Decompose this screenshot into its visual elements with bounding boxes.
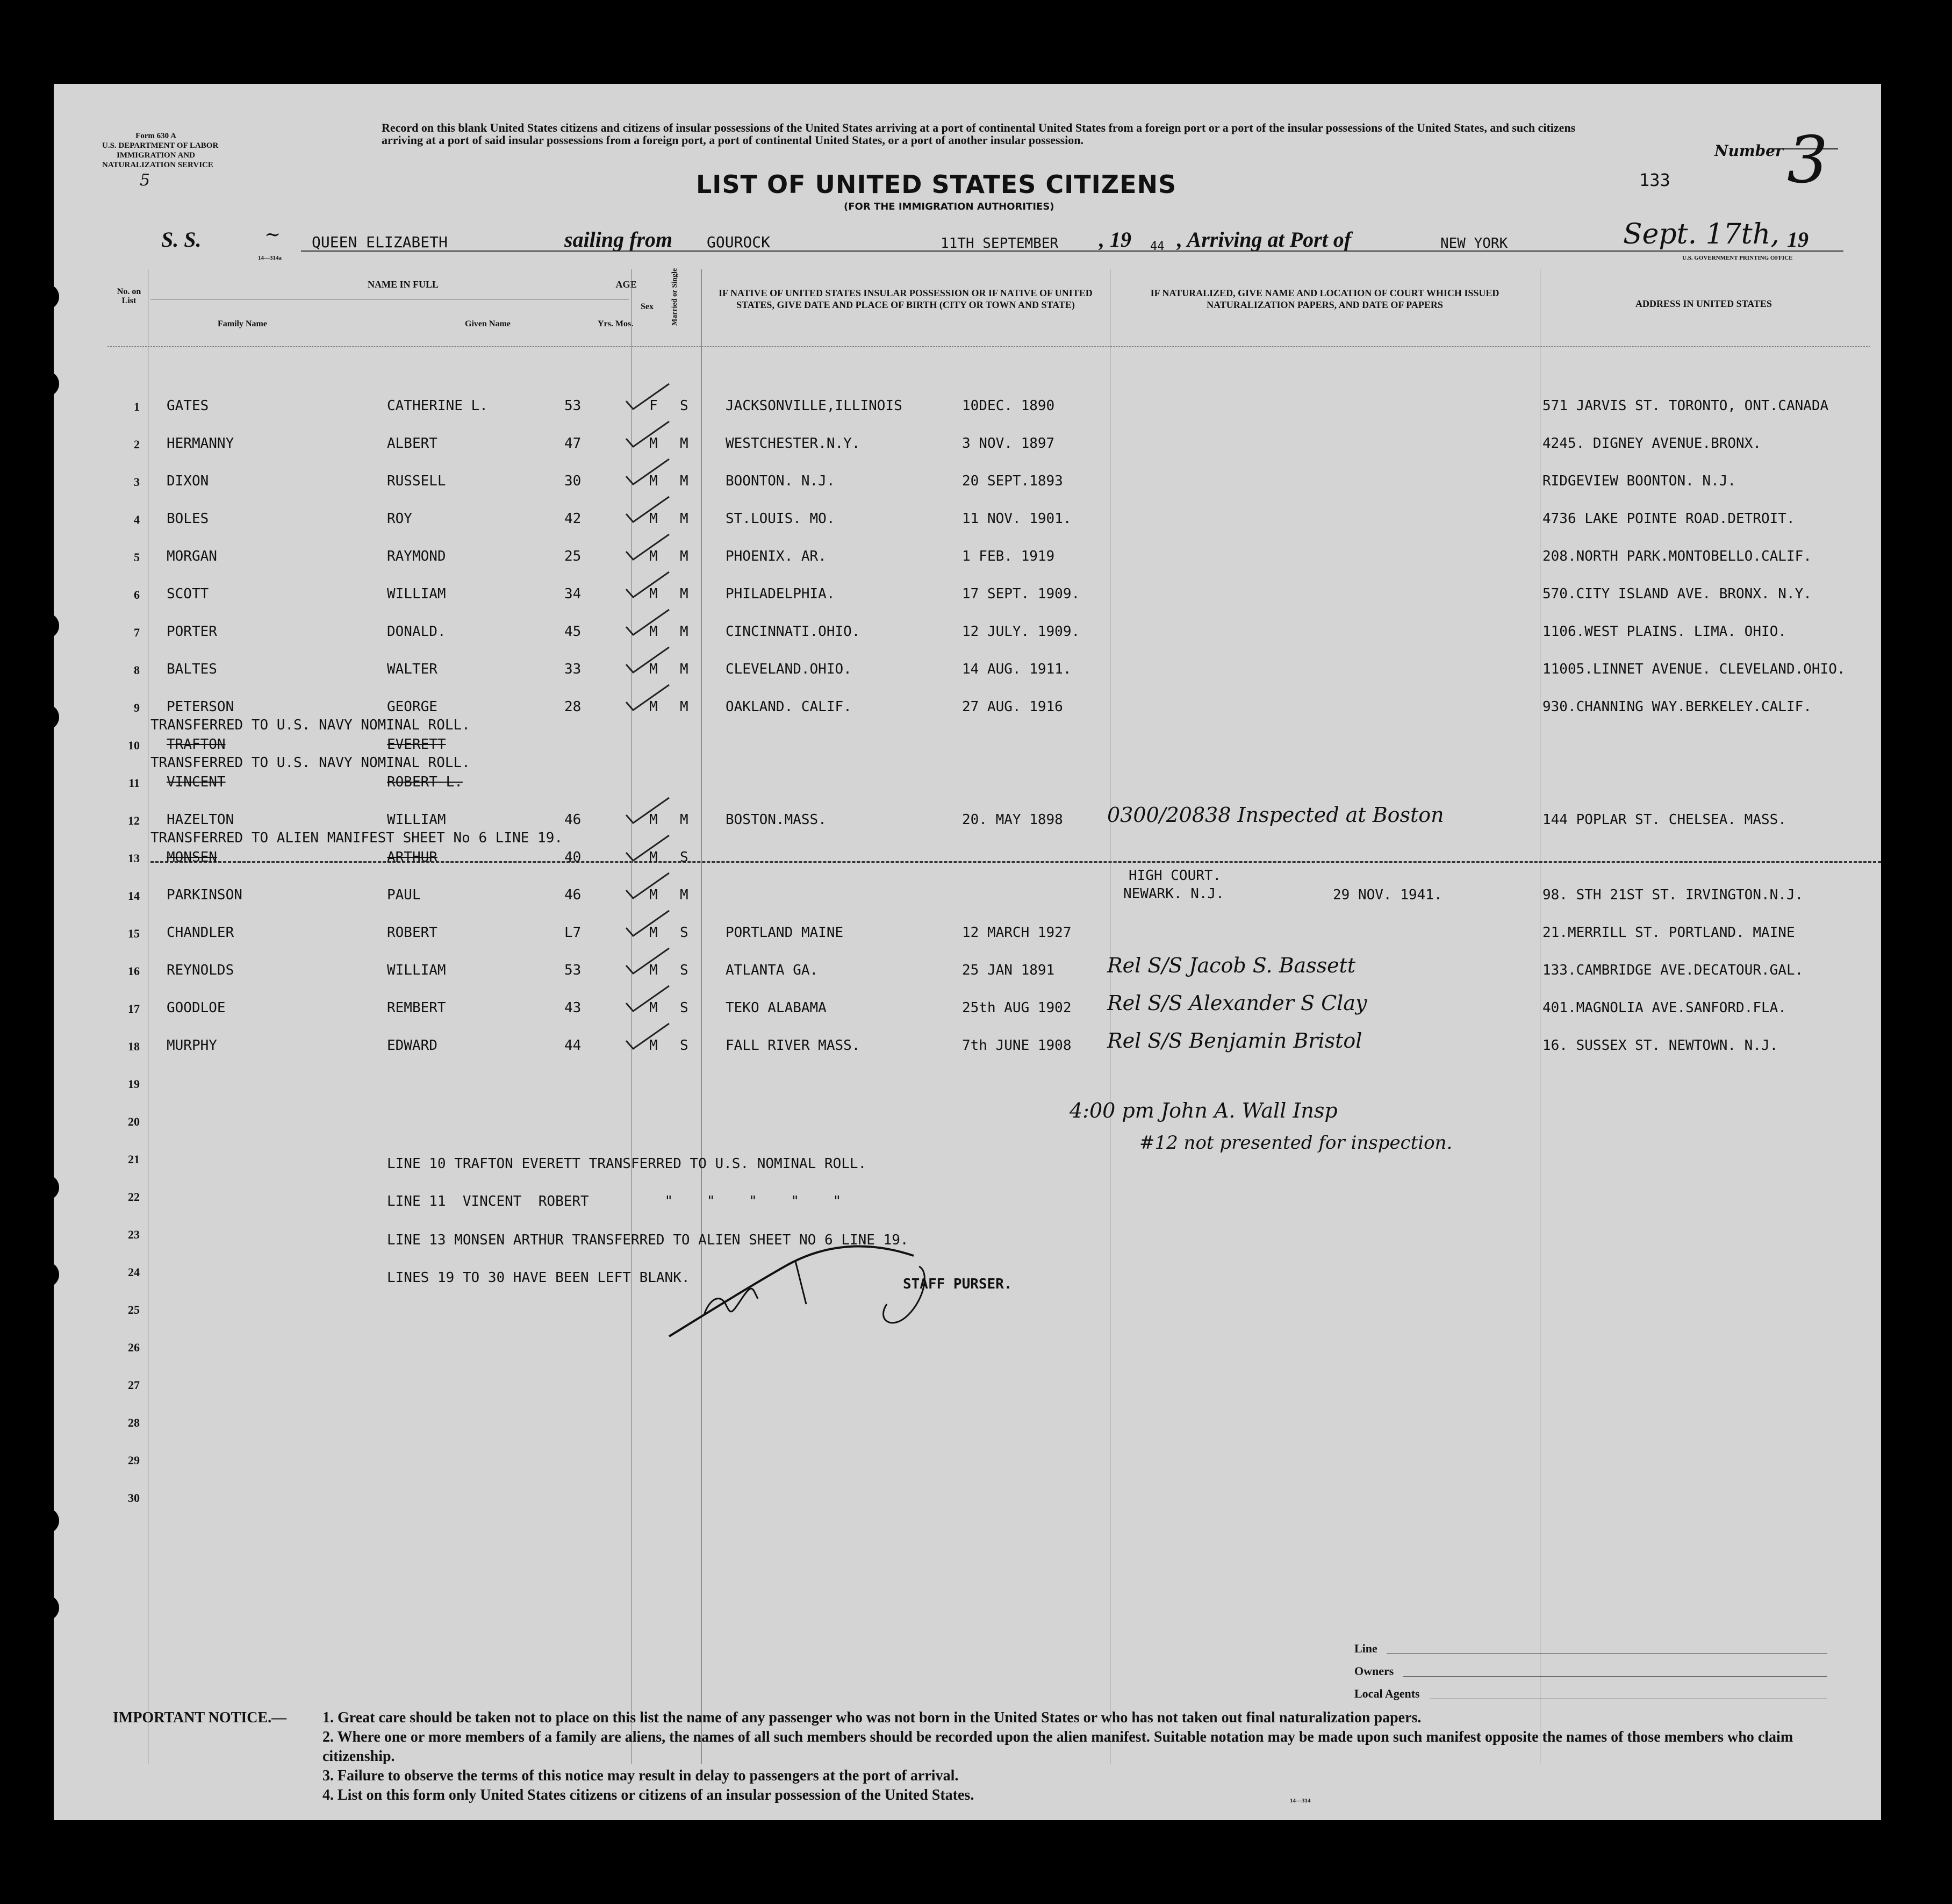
punch-hole (33, 371, 59, 397)
birth-place: PHOENIX. AR. (726, 548, 827, 564)
line-label: Line (1354, 1642, 1377, 1655)
col-yrs-mos: Yrs. Mos. (598, 319, 634, 328)
birth-date: 20. MAY 1898 (962, 812, 1063, 828)
family-name: PETERSON (167, 699, 234, 715)
married-single: M (680, 812, 688, 828)
row-number: 8 (134, 663, 140, 677)
owners-field (1403, 1676, 1827, 1677)
family-name: CHANDLER (167, 925, 234, 941)
punch-hole (33, 1262, 59, 1287)
col-birth: IF NATIVE OF UNITED STATES INSULAR POSSESSION OR IF NATIVE OF UNITED STATES, GIVE DATE AND PLACE OF BIRTH (CITY OR TOWN AND STATE) (719, 288, 1093, 310)
address: 16. SUSSEX ST. NEWTOWN. N.J. (1542, 1037, 1778, 1054)
age: 46 (564, 812, 582, 828)
court-date: 29 NOV. 1941. (1333, 887, 1443, 903)
voyage-underline (301, 250, 1843, 252)
given-name: EDWARD (387, 1037, 437, 1054)
row-number: 2 (134, 438, 140, 451)
handwritten-note: Rel S/S Jacob S. Bassett (1107, 954, 1356, 977)
port-from: GOUROCK (707, 233, 771, 251)
age: 43 (564, 1000, 582, 1016)
row-number-empty: 19 (128, 1077, 140, 1091)
notice-item-3: 3. Failure to observe the terms of this notice may result in delay to passengers at the port of arrival. (322, 1767, 959, 1784)
punch-hole (33, 284, 59, 310)
row-number-empty: 21 (128, 1153, 140, 1166)
given-name: WILLIAM (387, 586, 446, 602)
address: 401.MAGNOLIA AVE.SANFORD.FLA. (1542, 1000, 1786, 1016)
col-naturalized: IF NATURALIZED, GIVE NAME AND LOCATION OF COURT WHICH ISSUED NATURALIZATION PAPERS, AND DATE OF PAPERS (1150, 288, 1499, 310)
address: 4736 LAKE POINTE ROAD.DETROIT. (1542, 511, 1795, 527)
printing-office: U.S. GOVERNMENT PRINTING OFFICE (1682, 255, 1793, 261)
family-name: BALTES (167, 661, 217, 677)
row-number: 16 (128, 964, 140, 978)
page-subtitle: (FOR THE IMMIGRATION AUTHORITIES) (844, 201, 1054, 212)
birth-place: JACKSONVILLE,ILLINOIS (726, 398, 902, 414)
sailing-label: sailing from (564, 227, 673, 252)
row-number-empty: 28 (128, 1416, 140, 1429)
check-mark (623, 944, 672, 976)
check-mark (623, 906, 672, 939)
punch-hole (33, 1508, 59, 1534)
age: 34 (564, 586, 582, 602)
row-number: 4 (134, 513, 140, 526)
sex: M (649, 962, 658, 978)
form-service-2: NATURALIZATION SERVICE (102, 161, 213, 169)
address: 4245. DIGNEY AVENUE.BRONX. (1542, 435, 1761, 452)
row-number-empty: 24 (128, 1265, 140, 1279)
remark-lines-blank: LINES 19 TO 30 HAVE BEEN LEFT BLANK. (387, 1270, 690, 1286)
birth-date: 27 AUG. 1916 (962, 699, 1063, 715)
row-number: 3 (134, 475, 140, 489)
form-id-hand: 5 (140, 171, 150, 190)
given-name: ROBERT (387, 925, 437, 941)
owners-label: Owners (1354, 1664, 1394, 1678)
married-single: S (680, 1037, 688, 1054)
punch-hole (33, 1175, 59, 1200)
address: 21.MERRILL ST. PORTLAND. MAINE (1542, 925, 1795, 941)
sex: M (649, 699, 658, 715)
birth-date: 3 NOV. 1897 (962, 435, 1055, 452)
family-name: PORTER (167, 624, 217, 640)
check-mark (623, 417, 672, 449)
col-address: ADDRESS IN UNITED STATES (1635, 298, 1772, 309)
staff-purser: STAFF PURSER. (903, 1276, 1013, 1292)
married-single: M (680, 435, 688, 452)
col-family-name: Family Name (218, 319, 267, 328)
age: 44 (564, 1037, 582, 1054)
notice-code: 14—314 (1290, 1798, 1311, 1804)
married-single: M (680, 473, 688, 489)
number-small: 133 (1639, 170, 1670, 190)
sex: M (649, 511, 658, 527)
birth-place: PORTLAND MAINE (726, 925, 844, 941)
given-name: WILLIAM (387, 962, 446, 978)
age: 33 (564, 661, 582, 677)
port-to: NEW YORK (1440, 235, 1508, 252)
given-name: GEORGE (387, 699, 437, 715)
birth-date: 10DEC. 1890 (962, 398, 1055, 414)
address: 208.NORTH PARK.MONTOBELLO.CALIF. (1542, 548, 1812, 564)
family-name: GOODLOE (167, 1000, 226, 1016)
married-single: S (680, 925, 688, 941)
header-bottom-rule (107, 346, 1870, 347)
birth-place: ATLANTA GA. (726, 962, 819, 978)
given-name: PAUL (387, 887, 421, 903)
arriving-label: , Arriving at Port of (1177, 227, 1352, 252)
court-location: NEWARK. N.J. (1123, 886, 1224, 902)
check-mark (623, 530, 672, 562)
birth-place: TEKO ALABAMA (726, 1000, 827, 1016)
birth-date: 25th AUG 1902 (962, 1000, 1072, 1016)
form-code: 14—314a (258, 255, 282, 261)
row-number: 6 (134, 588, 140, 602)
col-sex: Sex (641, 302, 654, 311)
row-number: 14 (128, 889, 140, 903)
family-name: PARKINSON (167, 887, 242, 903)
birth-place: BOONTON. N.J. (726, 473, 835, 489)
row-number: 7 (134, 626, 140, 639)
family-name: MURPHY (167, 1037, 217, 1054)
family-name: TRAFTON (167, 736, 226, 753)
check-mark (623, 982, 672, 1014)
family-name: BOLES (167, 511, 209, 527)
sex: M (649, 925, 658, 941)
birth-date: 11 NOV. 1901. (962, 511, 1072, 527)
birth-date: 17 SEPT. 1909. (962, 586, 1080, 602)
transfer-note: TRANSFERRED TO U.S. NAVY NOMINAL ROLL. (150, 755, 470, 771)
not-presented-note: #12 not presented for inspection. (1139, 1132, 1453, 1154)
number-value: 3 (1787, 123, 1828, 198)
check-mark (623, 869, 672, 901)
row-number: 12 (128, 814, 140, 827)
given-name: CATHERINE L. (387, 398, 488, 414)
court-name: HIGH COURT. (1129, 868, 1222, 884)
family-name: DIXON (167, 473, 209, 489)
birth-date: 20 SEPT.1893 (962, 473, 1063, 489)
birth-place: WESTCHESTER.N.Y. (726, 435, 860, 452)
family-name: HAZELTON (167, 812, 234, 828)
family-name: SCOTT (167, 586, 209, 602)
check-mark (623, 455, 672, 487)
birth-place: OAKLAND. CALIF. (726, 699, 852, 715)
sex: M (649, 624, 658, 640)
married-single: M (680, 586, 688, 602)
family-name: VINCENT (167, 774, 226, 790)
address: RIDGEVIEW BOONTON. N.J. (1542, 473, 1736, 489)
birth-place: ST.LOUIS. MO. (726, 511, 835, 527)
married-single: S (680, 962, 688, 978)
sex: M (649, 473, 658, 489)
check-mark (623, 605, 672, 638)
form-number: Form 630 A (135, 132, 176, 140)
given-name: RAYMOND (387, 548, 446, 564)
check-mark (623, 831, 672, 863)
check-mark (623, 492, 672, 525)
notice-heading: IMPORTANT NOTICE.— (113, 1709, 287, 1726)
given-name: WILLIAM (387, 812, 446, 828)
address: 571 JARVIS ST. TORONTO, ONT.CANADA (1542, 398, 1829, 414)
sex: M (649, 586, 658, 602)
check-mark (623, 681, 672, 713)
given-name: EVERETT (387, 736, 446, 753)
row-number-empty: 20 (128, 1115, 140, 1128)
sex: M (649, 812, 658, 828)
address: 98. STH 21ST ST. IRVINGTON.N.J. (1542, 887, 1804, 903)
address: 930.CHANNING WAY.BERKELEY.CALIF. (1542, 699, 1812, 715)
address: 570.CITY ISLAND AVE. BRONX. N.Y. (1542, 586, 1812, 602)
row-number-empty: 27 (128, 1378, 140, 1392)
row-number: 15 (128, 927, 140, 940)
given-name: ROY (387, 511, 412, 527)
row-number-empty: 23 (128, 1228, 140, 1241)
age: 42 (564, 511, 582, 527)
row-number: 13 (128, 851, 140, 865)
address: 11005.LINNET AVENUE. CLEVELAND.OHIO. (1542, 661, 1846, 677)
age: 45 (564, 624, 582, 640)
form-department: U.S. DEPARTMENT OF LABOR (102, 141, 219, 150)
sex: M (649, 548, 658, 564)
birth-place: CLEVELAND.OHIO. (726, 661, 852, 677)
row-number-empty: 22 (128, 1190, 140, 1204)
row-number-empty: 30 (128, 1491, 140, 1505)
address: 133.CAMBRIDGE AVE.DECATOUR.GAL. (1542, 962, 1804, 978)
check-mark (623, 793, 672, 826)
age: 46 (564, 887, 582, 903)
col-name-in-full: NAME IN FULL (367, 279, 439, 290)
row-number-empty: 25 (128, 1303, 140, 1316)
married-single: M (680, 624, 688, 640)
address: 144 POPLAR ST. CHELSEA. MASS. (1542, 812, 1786, 828)
form-intro: Record on this blank United States citizens and citizens of insular possessions of the United States arriving at a port of continental United States from a foreign port or a port of the insular possessions of the United States, and such citizens arriving at a port of said insular possessions from a foreign port, a port of continental United States, or a port of another insular possession. (382, 121, 1576, 147)
family-name: REYNOLDS (167, 962, 234, 978)
given-name: ROBERT L. (387, 774, 463, 790)
row-number: 10 (128, 739, 140, 752)
sex: M (649, 887, 658, 903)
arrival-date-hand: Sept. 17th, (1623, 218, 1779, 250)
notice-item-1: 1. Great care should be taken not to place on this list the name of any passenger who was not born in the United States or who has not taken out final naturalization papers. (322, 1709, 1422, 1726)
age: 25 (564, 548, 582, 564)
remark-line-10: LINE 10 TRAFTON EVERETT TRANSFERRED TO U.S. NOMINAL ROLL. (387, 1156, 867, 1172)
birth-place: CINCINNATI.OHIO. (726, 624, 860, 640)
married-single: M (680, 548, 688, 564)
col-given-name: Given Name (465, 319, 511, 328)
sex: M (649, 1000, 658, 1016)
birth-date: 12 JULY. 1909. (962, 624, 1080, 640)
punch-hole (33, 1595, 59, 1621)
ship-name: QUEEN ELIZABETH (312, 233, 448, 251)
address: 1106.WEST PLAINS. LIMA. OHIO. (1542, 624, 1786, 640)
number-label: Number (1714, 142, 1783, 160)
form-id-block (102, 131, 219, 170)
inspector-note: 4:00 pm John A. Wall Insp (1070, 1099, 1338, 1122)
notice-item-4: 4. List on this form only United States citizens or citizens of an insular possession of the United States. (322, 1787, 974, 1803)
married-single: S (680, 849, 688, 865)
vrule-3 (701, 269, 702, 1764)
age: 53 (564, 398, 582, 414)
married-single: S (680, 1000, 688, 1016)
birth-date: 7th JUNE 1908 (962, 1037, 1072, 1054)
arrival-year-prefix: 19 (1787, 227, 1809, 252)
check-mark (623, 568, 672, 600)
ss-label: S. S. (161, 227, 202, 252)
year-suffix: 44 (1150, 240, 1165, 253)
handwritten-note: Rel S/S Alexander S Clay (1107, 991, 1367, 1015)
family-name: GATES (167, 398, 209, 414)
birth-date: 1 FEB. 1919 (962, 548, 1055, 564)
row-number: 5 (134, 550, 140, 564)
col-no: No. on List (117, 287, 141, 305)
row-number: 11 (128, 776, 140, 790)
row-number-empty: 29 (128, 1454, 140, 1467)
check-mark (623, 643, 672, 675)
family-name: MONSEN (167, 849, 217, 865)
given-name: REMBERT (387, 1000, 446, 1016)
ship-mark: ~ (264, 224, 281, 246)
row-number: 17 (128, 1002, 140, 1015)
date-from: 11TH SEPTEMBER (941, 235, 1059, 252)
row-number: 1 (134, 400, 140, 413)
sex: F (649, 398, 658, 414)
given-name: RUSSELL (387, 473, 446, 489)
handwritten-note: Rel S/S Benjamin Bristol (1107, 1029, 1362, 1053)
age: 53 (564, 962, 582, 978)
notice-item-2: 2. Where one or more members of a family are aliens, the names of all such members should be recorded upon the alien manifest. Suitable notation may be made upon such manifest opposite the names of those members who claim citizenship. (322, 1729, 1793, 1765)
married-single: M (680, 511, 688, 527)
married-single: S (680, 398, 688, 414)
remark-line-11: LINE 11 VINCENT ROBERT " " " " " (387, 1193, 842, 1209)
given-name: DONALD. (387, 624, 446, 640)
punch-hole (33, 704, 59, 730)
remark-line-13: LINE 13 MONSEN ARTHUR TRANSFERRED TO ALIEN SHEET NO 6 LINE 19. (387, 1232, 909, 1248)
birth-place: PHILADELPHIA. (726, 586, 835, 602)
punch-hole (33, 613, 59, 639)
year-prefix: , 19 (1099, 227, 1131, 252)
transfer-note: TRANSFERRED TO U.S. NAVY NOMINAL ROLL. (150, 717, 470, 733)
sex: M (649, 435, 658, 452)
check-mark (623, 380, 672, 412)
form-service-1: IMMIGRATION AND (117, 151, 195, 160)
married-single: M (680, 661, 688, 677)
age: L7 (564, 925, 582, 941)
check-mark (623, 1019, 672, 1051)
given-name: WALTER (387, 661, 437, 677)
birth-place: FALL RIVER MASS. (726, 1037, 860, 1054)
birth-place: BOSTON.MASS. (726, 812, 827, 828)
married-single: M (680, 887, 688, 903)
sex: M (649, 1037, 658, 1054)
age: 40 (564, 849, 582, 865)
birth-date: 12 MARCH 1927 (962, 925, 1072, 941)
page-title: LIST OF UNITED STATES CITIZENS (696, 170, 1177, 199)
birth-date: 14 AUG. 1911. (962, 661, 1072, 677)
sex: M (649, 849, 658, 865)
col-married: Married or Single (671, 268, 679, 326)
sex: M (649, 661, 658, 677)
row-number-empty: 26 (128, 1341, 140, 1354)
birth-date: 25 JAN 1891 (962, 962, 1055, 978)
married-single: M (680, 699, 688, 715)
transfer-note: TRANSFERRED TO ALIEN MANIFEST SHEET No 6 LINE 19. (150, 830, 563, 846)
row-number: 18 (128, 1040, 140, 1053)
given-name: ALBERT (387, 435, 437, 452)
col-age: AGE (615, 279, 637, 290)
age: 47 (564, 435, 582, 452)
age: 28 (564, 699, 582, 715)
family-name: MORGAN (167, 548, 217, 564)
family-name: HERMANNY (167, 435, 234, 452)
local-agents-label: Local Agents (1354, 1687, 1420, 1700)
given-name: ARTHUR (387, 849, 437, 865)
row-number: 9 (134, 701, 140, 714)
manifest-sheet (54, 84, 1881, 1820)
age: 30 (564, 473, 582, 489)
handwritten-note: 0300/20838 Inspected at Boston (1107, 803, 1444, 827)
